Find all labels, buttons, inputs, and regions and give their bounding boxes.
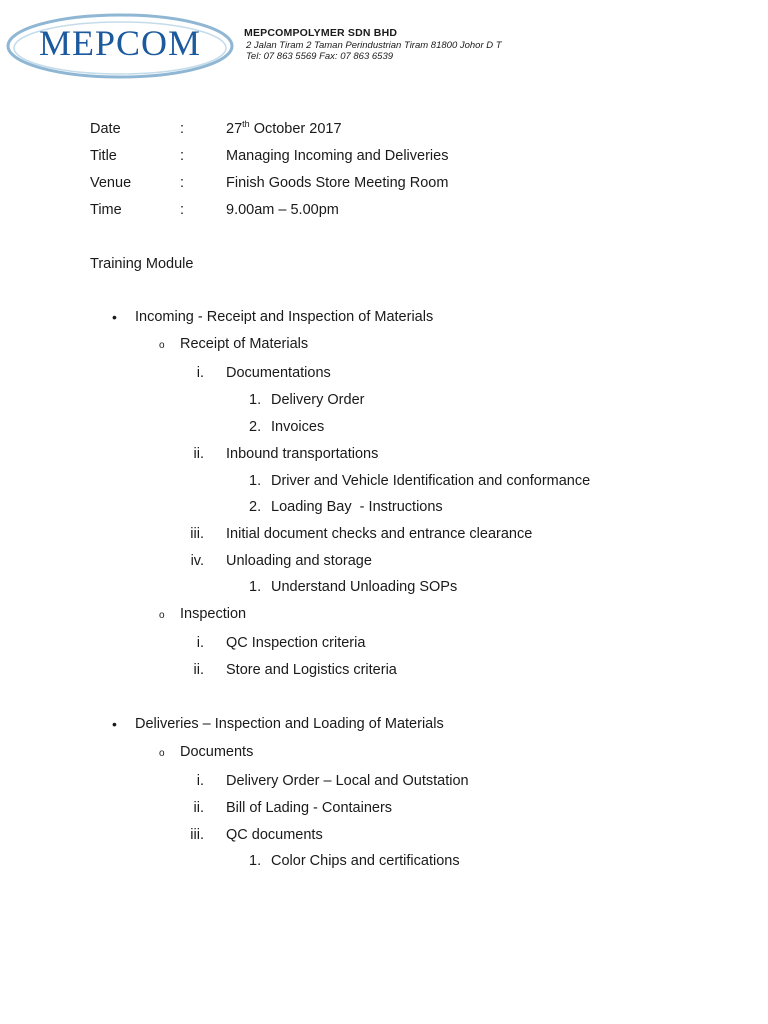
outline-item-l2: Receipt of Materials [180, 336, 309, 352]
outline-item-l1: Incoming - Receipt and Inspection of Materials [135, 309, 434, 325]
outline-item-l3: Documentations [226, 365, 331, 381]
number-marker: 2. [249, 499, 262, 515]
company-name: MEPCOMPOLYMER SDN BHD [244, 27, 398, 39]
number-marker: 1. [249, 579, 262, 595]
section-heading: Training Module [90, 256, 194, 272]
roman-marker: ii. [193, 446, 204, 462]
roman-marker: i. [196, 635, 204, 651]
logo-text: MEPCOM [38, 23, 202, 63]
company-contact: Tel: 07 863 5569 Fax: 07 863 6539 [246, 51, 394, 62]
meta-sep: : [180, 175, 185, 191]
outline-item-l3: Bill of Lading - Containers [226, 800, 393, 816]
meta-label-title: Title [90, 148, 117, 164]
meta-value-date: 27th October 2017 [226, 119, 342, 137]
outline-item-l3: Unloading and storage [226, 553, 372, 569]
meta-sep: : [180, 148, 185, 164]
outline-item-l3: QC Inspection criteria [226, 635, 366, 651]
roman-marker: iii. [190, 526, 204, 542]
bullet-marker: • [112, 309, 117, 325]
meta-label-venue: Venue [90, 175, 132, 191]
outline-item-l3: Delivery Order – Local and Outstation [226, 773, 469, 789]
outline-item-l3: QC documents [226, 827, 323, 843]
outline-item-l2: Documents [180, 744, 254, 760]
outline-item-l4: Understand Unloading SOPs [271, 579, 458, 595]
meta-sep: : [180, 202, 185, 218]
company-address: 2 Jalan Tiram 2 Taman Perindustrian Tiram 81800 Johor D T [246, 40, 502, 51]
outline-item-l4: Loading Bay - Instructions [271, 499, 443, 515]
meta-label-time: Time [90, 202, 122, 218]
meta-value-time: 9.00am – 5.00pm [226, 202, 339, 218]
outline-item-l3: Inbound transportations [226, 446, 379, 462]
roman-marker: iii. [190, 827, 204, 843]
number-marker: 1. [249, 392, 262, 408]
meta-label-date: Date [90, 121, 121, 137]
outline-item-l3: Initial document checks and entrance clearance [226, 526, 533, 542]
outline-item-l4: Invoices [271, 419, 325, 435]
mepcom-logo [4, 10, 236, 82]
sub-bullet-marker: o [159, 748, 165, 759]
outline-item-l1: Deliveries – Inspection and Loading of Materials [135, 716, 444, 732]
number-marker: 1. [249, 473, 262, 489]
sub-bullet-marker: o [159, 610, 165, 621]
roman-marker: i. [196, 365, 204, 381]
outline-item-l4: Driver and Vehicle Identification and conformance [271, 473, 591, 489]
number-marker: 1. [249, 853, 262, 869]
outline-item-l2: Inspection [180, 606, 247, 622]
meta-value-title: Managing Incoming and Deliveries [226, 148, 449, 164]
roman-marker: ii. [193, 800, 204, 816]
outline-item-l4: Color Chips and certifications [271, 853, 460, 869]
meta-value-venue: Finish Goods Store Meeting Room [226, 175, 449, 191]
bullet-marker: • [112, 716, 117, 732]
meta-sep: : [180, 121, 185, 137]
roman-marker: i. [196, 773, 204, 789]
outline-item-l4: Delivery Order [271, 392, 365, 408]
sub-bullet-marker: o [159, 340, 165, 351]
roman-marker: ii. [193, 662, 204, 678]
number-marker: 2. [249, 419, 262, 435]
roman-marker: iv. [190, 553, 204, 569]
outline-item-l3: Store and Logistics criteria [226, 662, 397, 678]
